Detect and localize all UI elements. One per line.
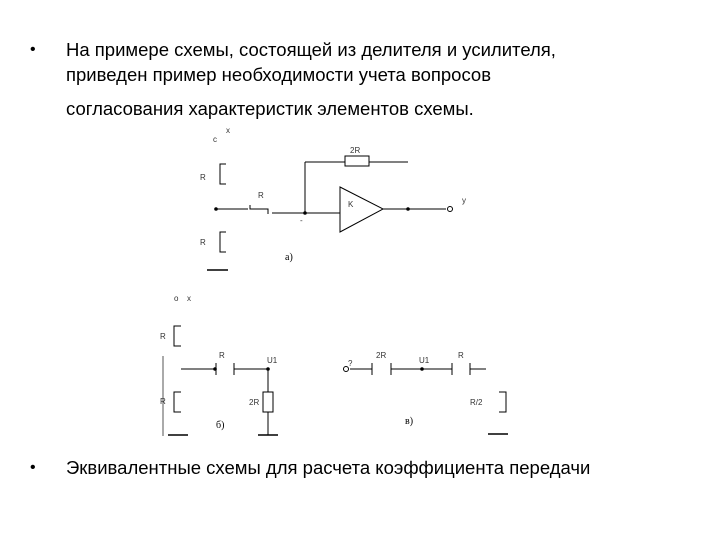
circuit-c xyxy=(350,363,508,434)
circuit-a xyxy=(207,156,446,270)
label-c-r-load: R/2 xyxy=(470,398,483,407)
label-a-r-feedback: 2R xyxy=(350,146,361,155)
label-a-input: c xyxy=(213,135,217,144)
label-a-r-series: R xyxy=(258,191,264,200)
bullet-1-line-3: согласования характеристик элементов схемы. xyxy=(66,98,474,119)
label-b-r-top: R xyxy=(160,332,166,341)
resistor-b-shunt xyxy=(263,392,273,412)
node-a-inverting xyxy=(303,211,307,215)
amplifier-a xyxy=(340,187,383,232)
node-b-u1 xyxy=(266,367,270,371)
caption-a: а) xyxy=(285,252,293,263)
label-a-amp: K xyxy=(348,200,354,209)
label-b-node: U1 xyxy=(267,356,278,365)
node-b-junction xyxy=(213,367,217,371)
node-a-junction xyxy=(214,207,218,211)
label-a-x: x xyxy=(226,126,230,135)
bullet-1-line-2: приведен пример необходимости учета вопросов xyxy=(66,64,492,85)
label-a-r-top: R xyxy=(200,173,206,182)
caption-c: в) xyxy=(405,416,414,427)
bullet-2-text: Эквивалентные схемы для расчета коэффициента передачи xyxy=(66,457,591,478)
resistor-a-bottom xyxy=(220,232,226,252)
resistor-a-top xyxy=(220,164,226,184)
bullet-1-line-1: На примере схемы, состоящей из делителя и усилителя, xyxy=(66,39,556,60)
node-a-out xyxy=(406,207,410,211)
resistor-b-top xyxy=(174,326,181,346)
bullet-symbol: • xyxy=(30,459,36,476)
label-b-r-bottom: R xyxy=(160,397,166,406)
label-b-input: o xyxy=(174,294,179,303)
caption-b: б) xyxy=(216,420,225,431)
label-a-r-bottom: R xyxy=(200,238,206,247)
label-b-r-series: R xyxy=(219,351,225,360)
node-c-u1 xyxy=(420,367,424,371)
label-c-r-in: 2R xyxy=(376,351,387,360)
resistor-a-feedback xyxy=(345,156,369,166)
label-a-output: y xyxy=(462,196,466,205)
label-a-minus: - xyxy=(300,216,303,225)
terminal-a-out xyxy=(448,207,453,212)
label-c-node: U1 xyxy=(419,356,430,365)
label-b-r-shunt: 2R xyxy=(249,398,260,407)
label-c-r-series: R xyxy=(458,351,464,360)
label-b-x: x xyxy=(187,294,191,303)
label-c-source: ? xyxy=(348,359,353,368)
resistor-a-series xyxy=(250,205,268,214)
resistor-c-load xyxy=(499,392,506,412)
resistor-b-bottom xyxy=(174,392,181,412)
bullet-symbol: • xyxy=(30,41,36,58)
